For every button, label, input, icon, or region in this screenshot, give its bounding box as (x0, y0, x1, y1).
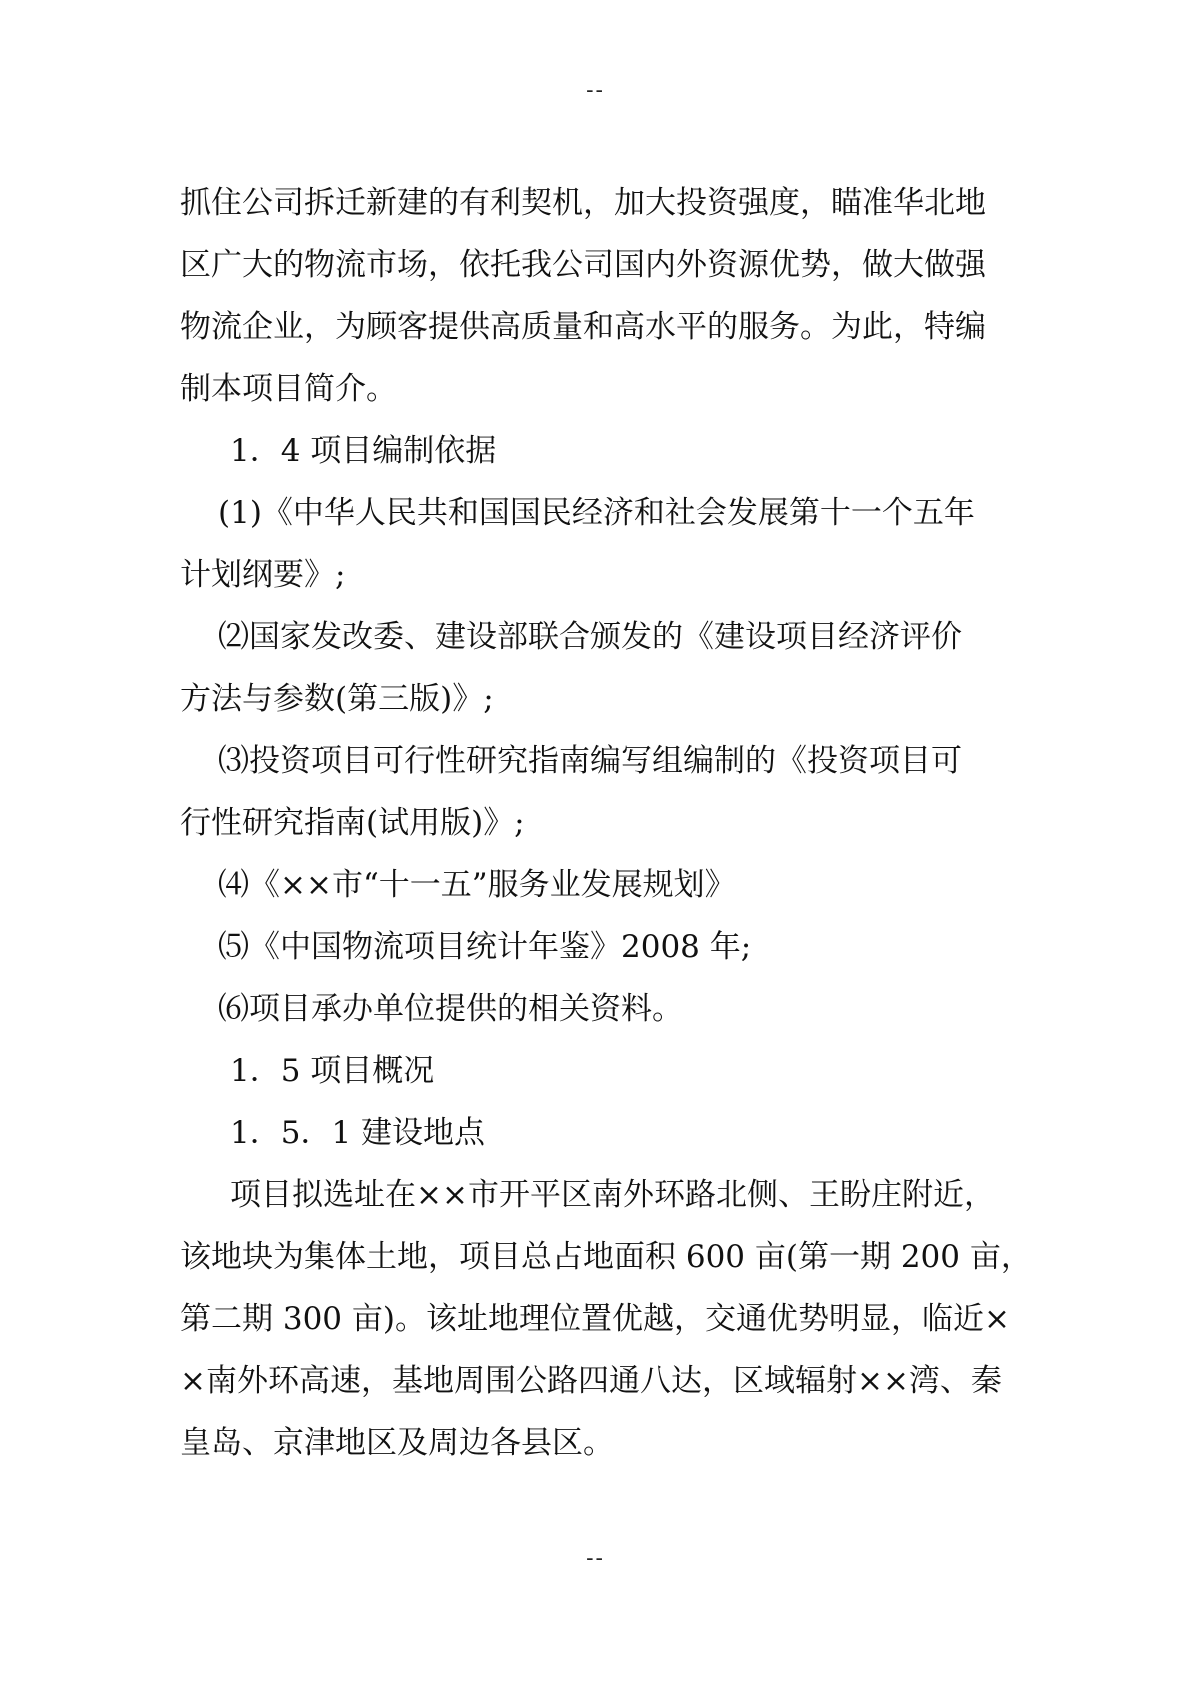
paragraph-line: 物流企业，为顾客提供高质量和高水平的服务。为此，特编 (180, 309, 986, 345)
paragraph-line: ×南外环高速，基地周围公路四通八达，区域辐射××湾、秦 (180, 1363, 1002, 1399)
section-heading: 1．4 项目编制依据 (230, 433, 497, 469)
list-item: (1)《中华人民共和国国民经济和社会发展第十一个五年 (218, 495, 975, 531)
page-footer-mark: -- (586, 1546, 605, 1571)
subsection-heading: 1．5．1 建设地点 (230, 1115, 486, 1151)
paragraph-line: 项目拟选址在××市开平区南外环路北侧、王盼庄附近， (230, 1177, 995, 1213)
list-item-continuation: 方法与参数(第三版)》; (180, 681, 494, 717)
document-body (180, 172, 1040, 1474)
paragraph-line: 制本项目简介。 (180, 371, 397, 407)
list-item: ⑶投资项目可行性研究指南编写组编制的《投资项目可 (218, 743, 962, 779)
list-item-continuation: 计划纲要》; (180, 557, 346, 593)
paragraph-line: 抓住公司拆迁新建的有利契机，加大投资强度，瞄准华北地 (180, 185, 986, 221)
list-item: ⑸《中国物流项目统计年鉴》2008 年; (218, 929, 752, 965)
page-header-mark: -- (586, 78, 605, 103)
paragraph-line: 第二期 300 亩)。该址地理位置优越，交通优势明显，临近× (180, 1301, 1010, 1337)
list-item: ⑵国家发改委、建设部联合颁发的《建设项目经济评价 (218, 619, 962, 655)
paragraph-line: 皇岛、京津地区及周边各县区。 (180, 1425, 614, 1461)
list-item: ⑹项目承办单位提供的相关资料。 (218, 991, 683, 1027)
paragraph-line: 该地块为集体土地，项目总占地面积 600 亩(第一期 200 亩， (180, 1239, 1032, 1275)
list-item: ⑷《××市“十一五”服务业发展规划》 (218, 867, 736, 903)
list-item-continuation: 行性研究指南(试用版)》; (180, 805, 525, 841)
paragraph-line: 区广大的物流市场，依托我公司国内外资源优势，做大做强 (180, 247, 986, 283)
section-heading: 1．5 项目概况 (230, 1053, 435, 1089)
